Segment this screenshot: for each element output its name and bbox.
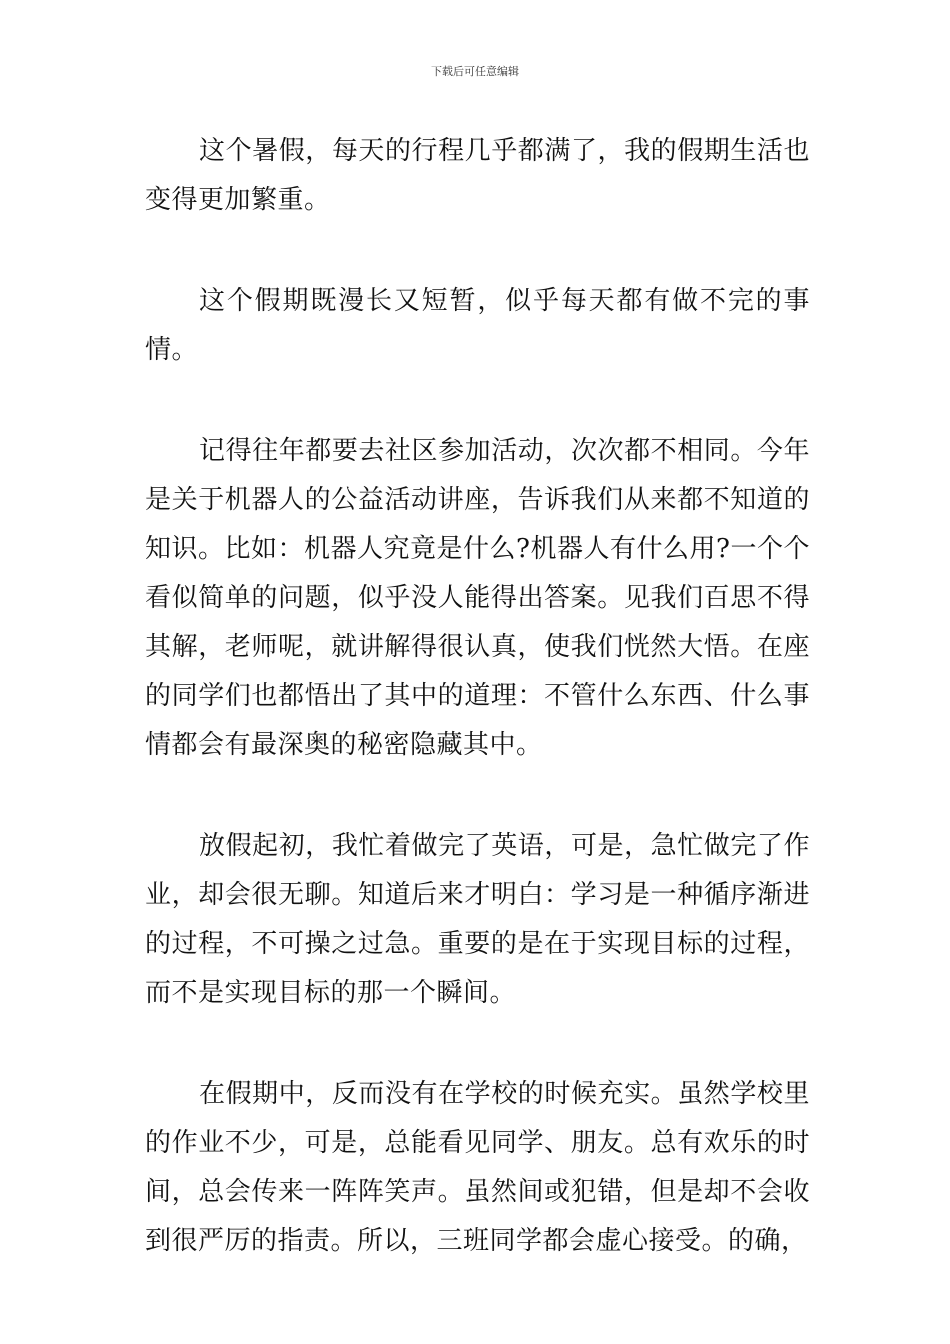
paragraph: 这个暑假，每天的行程几乎都满了，我的假期生活也变得更加繁重。 <box>145 136 810 215</box>
page-header: 下载后可任意编辑 <box>431 65 519 78</box>
paragraph: 这个假期既漫长又短暂，似乎每天都有做不完的事情。 <box>145 286 810 365</box>
document-body <box>145 127 810 1318</box>
paragraph: 记得往年都要去社区参加活动，次次都不相同。今年是关于机器人的公益活动讲座，告诉我们从来都不知道的知识。比如：机器人究竟是什么?机器人有什么用?一个个看似简单的问题，似乎没人能得出答案。见我们百思不得其解，老师呢，就讲解得很认真，使我们恍然大悟。在座的同学们也都悟出了其中的道理：不管什么东西、什么事情都会有最深奥的秘密隐藏其中。 <box>145 436 810 760</box>
paragraph: 放假起初，我忙着做完了英语，可是，急忙做完了作业，却会很无聊。知道后来才明白：学习是一种循序渐进的过程，不可操之过急。重要的是在于实现目标的过程，而不是实现目标的那一个瞬间。 <box>145 831 810 1008</box>
paragraph: 在假期中，反而没有在学校的时候充实。虽然学校里的作业不少，可是，总能看见同学、朋友。总有欢乐的时间，总会传来一阵阵笑声。虽然间或犯错，但是却不会收到很严厉的指责。所以，三班同学都会虚心接受。的确， <box>145 1079 810 1256</box>
